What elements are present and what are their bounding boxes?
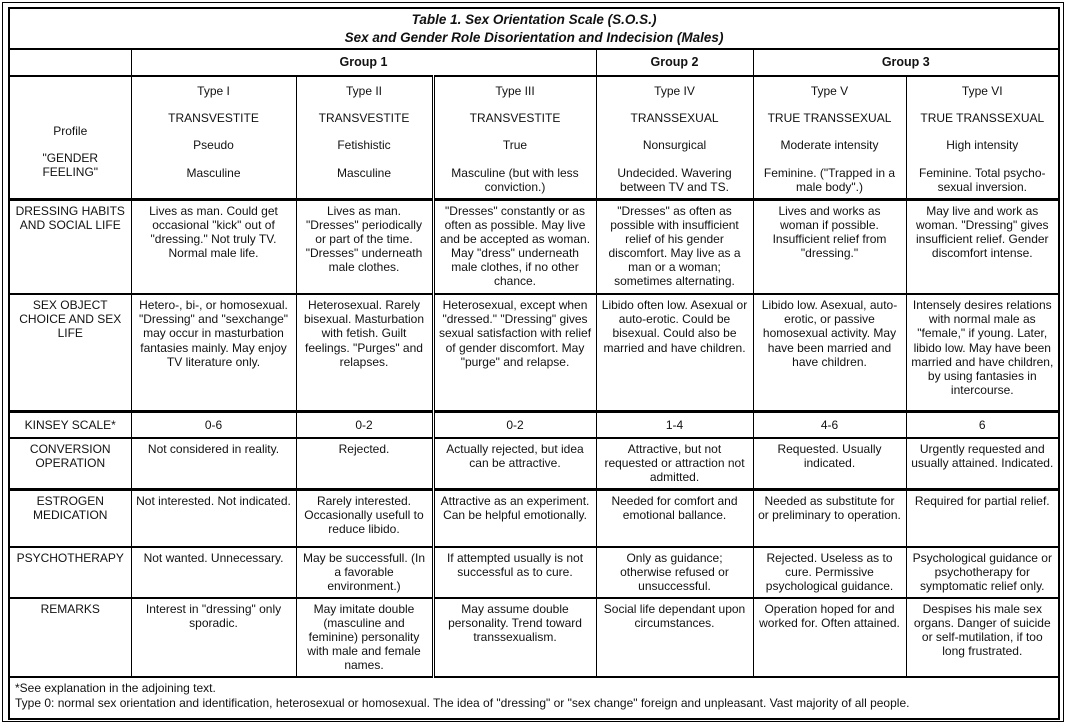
- table-cell: Required for partial relief.: [906, 489, 1059, 547]
- type-2-header: [296, 76, 433, 199]
- type-number: Type V: [810, 84, 849, 99]
- type-name: TRUE TRANSSEXUAL: [920, 111, 1045, 126]
- type-6-header: [906, 76, 1059, 199]
- type-feeling: Undecided. Wavering between TV and TS.: [617, 165, 732, 194]
- table-cell: Attractive, but not requested or attraction not admitted.: [596, 438, 753, 489]
- table-cell: Despises his male sex organs. Danger of suicide or self-mutilation, if too long frustrated.: [906, 598, 1059, 677]
- dressing-habits-row: [9, 199, 1059, 294]
- table-cell: Libido often low. Asexual or auto-erotic. Could be bisexual. Could also be married and have children.: [596, 294, 753, 411]
- kinsey-scale-row: [9, 411, 1059, 438]
- table-cell: 4-6: [753, 411, 906, 438]
- title-line-2: Sex and Gender Role Disorientation and Indecision (Males): [344, 29, 724, 45]
- type-feeling: Masculine: [336, 165, 392, 180]
- table-cell: Not wanted. Unnecessary.: [131, 547, 296, 597]
- conversion-operation-row: [9, 438, 1059, 489]
- row-label-dressing-habits: DRESSING HABITS AND SOCIAL LIFE: [9, 199, 131, 294]
- type-subtype: Nonsurgical: [642, 138, 707, 153]
- table-cell: Rejected.: [296, 438, 433, 489]
- table-cell: Not interested. Not indicated.: [131, 489, 296, 547]
- type-1-header: [131, 76, 296, 199]
- table-cell: Not considered in reality.: [131, 438, 296, 489]
- profile-label: Profile: [53, 124, 88, 139]
- type-subtype: Fetishistic: [337, 138, 391, 153]
- type-feeling: Feminine. ("Trapped in a male body".): [763, 165, 896, 194]
- table-cell: Requested. Usually indicated.: [753, 438, 906, 489]
- type-subtype: Pseudo: [193, 138, 234, 153]
- group-1-header: Group 1: [131, 49, 596, 76]
- sos-table: [8, 7, 1060, 720]
- remarks-row: [9, 598, 1059, 677]
- row-label-psychotherapy: PSYCHOTHERAPY: [9, 547, 131, 597]
- footnote-row: [9, 677, 1059, 719]
- table-cell: Heterosexual, except when "dressed." "Dressing" gives sexual satisfaction with relief of gender discomfort. May "purge" and relapse.: [433, 294, 596, 411]
- type-4-header: [596, 76, 753, 199]
- type-subtype: True: [502, 138, 528, 153]
- footnote-line-1: *See explanation in the adjoining text.: [15, 680, 216, 695]
- table-frame: [2, 2, 1064, 722]
- table-cell: 0-2: [433, 411, 596, 438]
- type-name: TRANSVESTITE: [318, 111, 410, 126]
- table-cell: Lives as man. Could get occasional "kick" out of "dressing." Not truly TV. Normal male life.: [131, 199, 296, 294]
- table-cell: Libido low. Asexual, auto-erotic, or passive homosexual activity. May have been married and have children.: [753, 294, 906, 411]
- table-cell: Social life dependant upon circumstances.: [596, 598, 753, 677]
- group-header-row: [9, 49, 1059, 76]
- table-cell: Lives and works as woman if possible. Insufficient relief from "dressing.": [753, 199, 906, 294]
- table-cell: 6: [906, 411, 1059, 438]
- table-cell: Attractive as an experiment. Can be helpful emotionally.: [433, 489, 596, 547]
- row-label-kinsey-scale: KINSEY SCALE*: [9, 411, 131, 438]
- type-number: Type I: [197, 84, 230, 99]
- type-3-header: [433, 76, 596, 199]
- type-name: TRANSVESTITE: [168, 111, 259, 126]
- table-cell: Urgently requested and usually attained. Indicated.: [906, 438, 1059, 489]
- psychotherapy-row: [9, 547, 1059, 597]
- estrogen-medication-row: [9, 489, 1059, 547]
- type-feeling: Masculine: [186, 165, 241, 180]
- type-number: Type VI: [961, 84, 1003, 99]
- sex-object-row: [9, 294, 1059, 411]
- table-cell: May assume double personality. Trend toward transsexualism.: [433, 598, 596, 677]
- type-name: TRANSSEXUAL: [630, 111, 719, 126]
- row-label-conversion-operation: CONVERSION OPERATION: [9, 438, 131, 489]
- table-cell: 1-4: [596, 411, 753, 438]
- table-cell: Intensely desires relations with normal male as "female," if young. Later, libido low. May have been married and have children, by using fantasies in intercourse.: [906, 294, 1059, 411]
- table-cell: May live and work as woman. "Dressing" gives insufficient relief. Gender discomfort intense.: [906, 199, 1059, 294]
- table-title: [9, 8, 1059, 49]
- row-label-remarks: REMARKS: [9, 598, 131, 677]
- footnotes: [9, 677, 1059, 719]
- table-cell: Rejected. Useless as to cure. Permissive psychological guidance.: [753, 547, 906, 597]
- table-cell: Lives as man. "Dresses" periodically or part of the time. "Dresses" underneath male clothes.: [296, 199, 433, 294]
- table-cell: May be successfull. (In a favorable environment.): [296, 547, 433, 597]
- group-header-empty-cell: [9, 49, 131, 76]
- table-cell: "Dresses" as often as possible with insufficient relief of his gender discomfort. May live as a man or a woman; sometimes alternating.: [596, 199, 753, 294]
- table-cell: 0-2: [296, 411, 433, 438]
- group-3-header: Group 3: [753, 49, 1059, 76]
- type-name: TRANSVESTITE: [469, 111, 561, 126]
- footnote-line-2: Type 0: normal sex orientation and identification, heterosexual or homosexual. The idea of "dressing" or "sex change" foreign and unpleasant. Vast majority of all people.: [15, 695, 910, 710]
- table-cell: Needed as substitute for or preliminary to operation.: [753, 489, 906, 547]
- table-cell: Only as guidance; otherwise refused or unsuccessful.: [596, 547, 753, 597]
- table-cell: Needed for comfort and emotional ballance.: [596, 489, 753, 547]
- type-subtype: Moderate intensity: [780, 138, 879, 153]
- table-cell: May imitate double (masculine and feminine) personality with male and female names.: [296, 598, 433, 677]
- table-cell: 0-6: [131, 411, 296, 438]
- spacer: [14, 84, 127, 111]
- table-cell: If attempted usually is not successful as to cure.: [433, 547, 596, 597]
- type-5-header: [753, 76, 906, 199]
- title-row: [9, 8, 1059, 49]
- table-cell: Hetero-, bi-, or homosexual. "Dressing" and "sexchange" may occur in masturbation fantasies mainly. May enjoy TV literature only.: [131, 294, 296, 411]
- table-cell: Rarely interested. Occasionally usefull to reduce libido.: [296, 489, 433, 547]
- title-line-1: Table 1. Sex Orientation Scale (S.O.S.): [411, 12, 657, 27]
- table-cell: Psychological guidance or psychotherapy for symptomatic relief only.: [906, 547, 1059, 597]
- type-feeling: Masculine (but with less conviction.): [451, 165, 579, 194]
- profile-row-label: [9, 76, 131, 199]
- type-subtype: High intensity: [946, 138, 1019, 153]
- type-number: Type III: [495, 84, 535, 99]
- table-cell: Operation hoped for and worked for. Often attained.: [753, 598, 906, 677]
- table-cell: Actually rejected, but idea can be attractive.: [433, 438, 596, 489]
- table-cell: Interest in "dressing" only sporadic.: [131, 598, 296, 677]
- type-number: Type II: [345, 84, 383, 99]
- table-cell: Heterosexual. Rarely bisexual. Masturbation with fetish. Guilt feelings. "Purges" and relapses.: [296, 294, 433, 411]
- type-number: Type IV: [654, 84, 695, 99]
- row-label-estrogen-medication: ESTROGEN MEDICATION: [9, 489, 131, 547]
- group-2-header: Group 2: [596, 49, 753, 76]
- type-name: TRUE TRANSSEXUAL: [767, 111, 892, 126]
- table-cell: "Dresses" constantly or as often as possible. May live and be accepted as woman. May "dress" underneath male clothes, if no other chance.: [433, 199, 596, 294]
- profile-header-row: [9, 76, 1059, 199]
- row-label-sex-object: SEX OBJECT CHOICE AND SEX LIFE: [9, 294, 131, 411]
- gender-feeling-label: "GENDER FEELING": [42, 151, 99, 180]
- type-feeling: Feminine. Total psycho-sexual inversion.: [919, 165, 1046, 194]
